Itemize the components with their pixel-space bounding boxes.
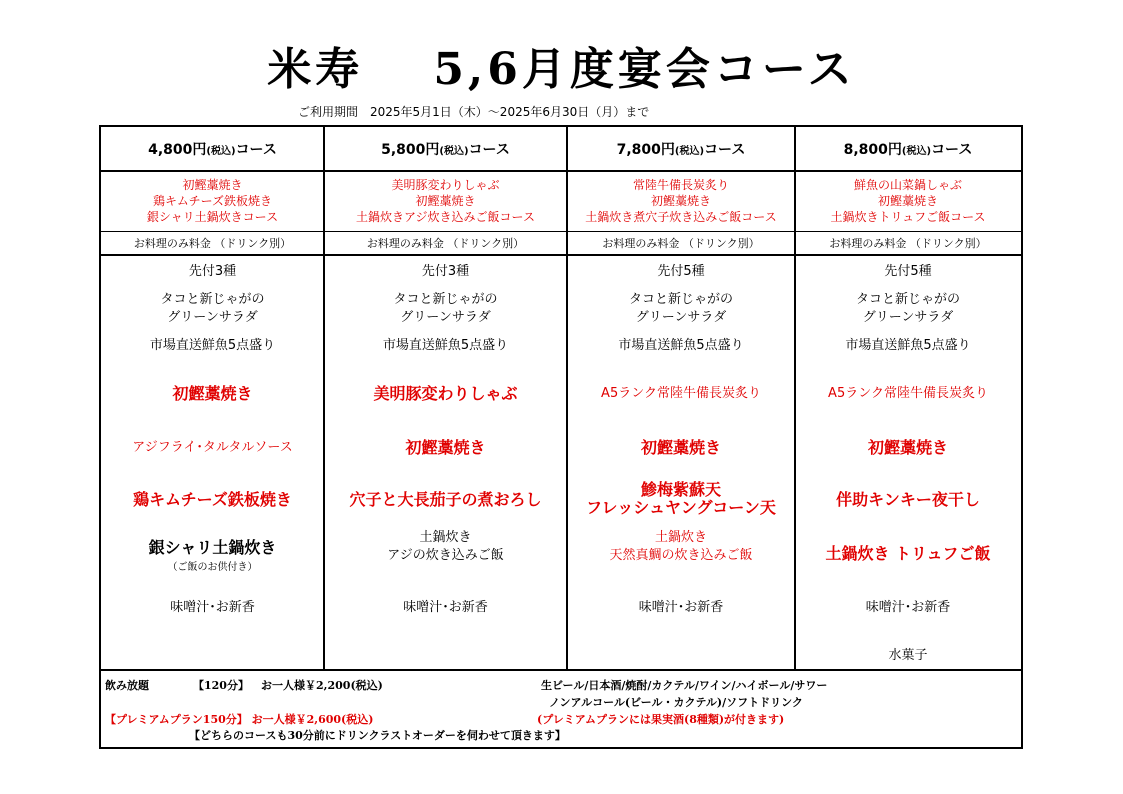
- course-suffix: コース: [931, 142, 973, 158]
- rice-dish: 銀シャリ土鍋炊き: [148, 538, 277, 557]
- tax-label: (税込): [674, 146, 705, 157]
- soup-item: 味噌汁･お新香: [403, 600, 488, 615]
- restaurant-name: 米寿: [267, 44, 364, 95]
- main-dish-3: 伴助キンキー夜干し: [836, 490, 980, 509]
- drink-plan-time: 【120分】: [193, 679, 249, 692]
- drink-plan-section: [99, 671, 1023, 749]
- course-price: 8,800円: [843, 142, 902, 158]
- course-highlights: 初鰹藁焼き 鶏キムチーズ鉄板焼き 銀シャリ土鍋炊きコース: [146, 178, 279, 224]
- course-suffix: コース: [704, 142, 746, 158]
- salad-item: タコと新じゃがの グリーンサラダ: [160, 292, 265, 325]
- drink-menu-line2: ノンアルコール(ビール・カクテル)/ソフトドリンク: [549, 696, 803, 709]
- main-dish-3: 鯵梅紫蘇天 フレッシュヤングコーン天: [586, 480, 776, 517]
- price-note: お料理のみ料金 （ドリンク別）: [133, 237, 292, 250]
- tax-label: (税込): [439, 146, 469, 157]
- salad-item: タコと新じゃがの グリーンサラダ: [855, 292, 960, 325]
- main-dish-1: 初鰹藁焼き: [172, 384, 253, 403]
- rice-dish: 土鍋炊き 天然真鯛の炊き込みご飯: [609, 530, 753, 563]
- main-dish-2: 初鰹藁焼き: [867, 438, 948, 457]
- usage-period: ご利用期間 2025年5月1日（木）～2025年6月30日（月）まで: [298, 105, 650, 119]
- last-order-note: 【どちらのコースも30分前にドリンクラストオーダーを伺わせて頂きます】: [189, 729, 566, 742]
- premium-plan: 【プレミアムプラン150分】 お一人様￥2,600(税込): [105, 713, 374, 726]
- course-price: 4,800円: [148, 142, 207, 158]
- course-highlights: 常陸牛備長炭炙り 初鰹藁焼き 土鍋炊き煮穴子炊き込みご飯コース: [585, 178, 777, 224]
- tax-label: (税込): [901, 146, 932, 157]
- course-highlights: 美明豚変わりしゃぶ 初鰹藁焼き 土鍋炊きアジ炊き込みご飯コース: [356, 178, 535, 224]
- course-price-header: [567, 139, 795, 159]
- rice-dish: 土鍋炊き トリュフご飯: [825, 544, 991, 563]
- soup-item: 味噌汁･お新香: [865, 600, 951, 615]
- rice-dish: 土鍋炊き アジの炊き込みご飯: [387, 530, 504, 563]
- sashimi-item: 市場直送鮮魚5点盛り: [149, 338, 276, 353]
- soup-item: 味噌汁･お新香: [170, 600, 255, 615]
- price-note: お料理のみ料金 （ドリンク別）: [829, 237, 987, 250]
- main-dish-3: 穴子と大長茄子の煮おろし: [349, 490, 542, 509]
- salad-item: タコと新じゃがの グリーンサラダ: [628, 292, 733, 325]
- course-price: 7,800円: [616, 142, 675, 158]
- soup-item: 味噌汁･お新香: [638, 600, 724, 615]
- starter-item: 先付3種: [421, 264, 470, 279]
- page-title: [0, 40, 1123, 100]
- drink-plan-price: お一人様￥2,200(税込): [261, 679, 383, 692]
- tax-label: (税込): [206, 146, 236, 157]
- premium-plan-note: (プレミアムプランには果実酒(8種類)が付きます): [537, 713, 785, 726]
- main-dish-1: 美明豚変わりしゃぶ: [373, 384, 518, 403]
- salad-item: タコと新じゃがの グリーンサラダ: [393, 292, 498, 325]
- course-price-header: [795, 139, 1021, 159]
- main-dish-1: A5ランク常陸牛備長炭炙り: [828, 386, 988, 401]
- starter-item: 先付3種: [188, 264, 237, 279]
- dessert-item: 水菓子: [888, 648, 928, 663]
- sashimi-item: 市場直送鮮魚5点盛り: [845, 338, 971, 353]
- course-table: [99, 125, 1023, 671]
- starter-item: 先付5種: [884, 264, 932, 279]
- main-dish-3: 鶏キムチーズ鉄板焼き: [133, 490, 292, 509]
- course-highlights: 鮮魚の山菜鍋しゃぶ 初鰹藁焼き 土鍋炊きトリュフご飯コース: [830, 178, 986, 224]
- course-price-header: [324, 139, 567, 159]
- price-note: お料理のみ料金 （ドリンク別）: [602, 237, 760, 250]
- rice-dish-note: （ご飯のお供付き）: [167, 562, 258, 573]
- course-suffix: コース: [235, 142, 277, 158]
- drink-plan-label: 飲み放題: [105, 679, 149, 692]
- main-dish-2: アジフライ･タルタルソース: [132, 440, 293, 455]
- price-note: お料理のみ料金 （ドリンク別）: [366, 237, 525, 250]
- drink-menu-line1: 生ビール/日本酒/焼酎/カクテル/ワイン/ハイボール/サワー: [541, 679, 828, 692]
- main-dish-1: A5ランク常陸牛備長炭炙り: [601, 386, 761, 401]
- course-price-header: [101, 139, 324, 159]
- main-dish-2: 初鰹藁焼き: [640, 438, 721, 457]
- course-title: 5,6月度宴会コース: [433, 44, 856, 95]
- sashimi-item: 市場直送鮮魚5点盛り: [618, 338, 744, 353]
- course-suffix: コース: [468, 142, 510, 158]
- course-price: 5,800円: [381, 142, 440, 158]
- starter-item: 先付5種: [657, 264, 705, 279]
- main-dish-2: 初鰹藁焼き: [405, 438, 486, 457]
- sashimi-item: 市場直送鮮魚5点盛り: [382, 338, 509, 353]
